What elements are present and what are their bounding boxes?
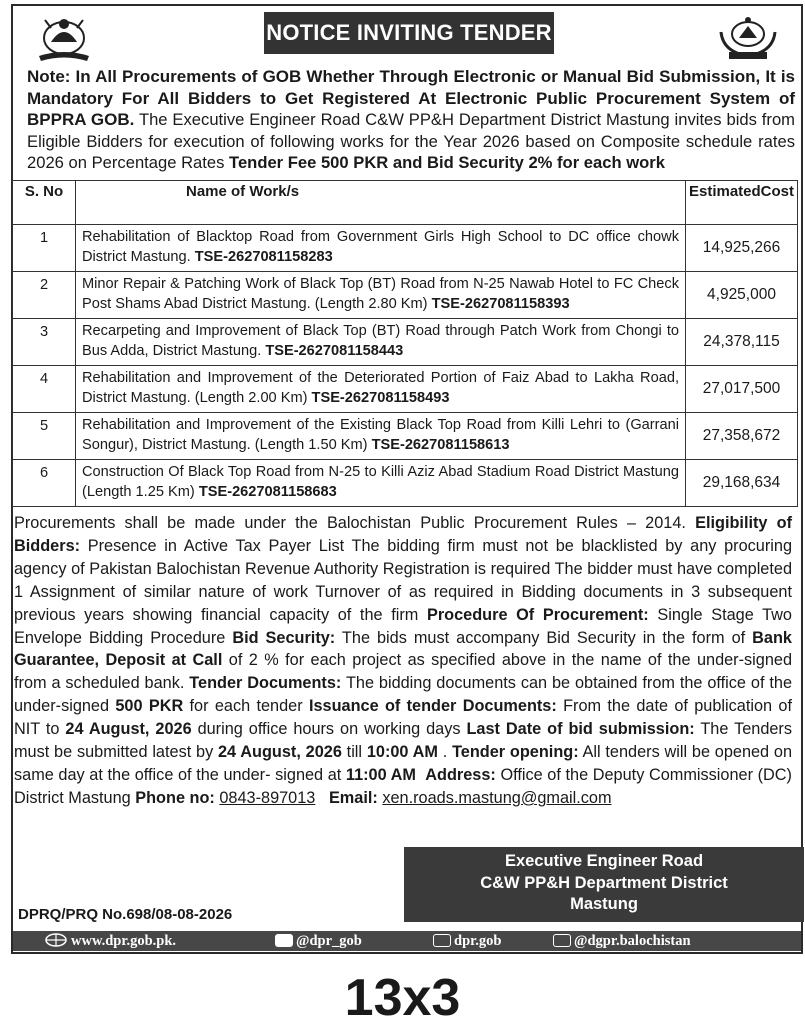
works-table <box>12 180 798 507</box>
signature-line: Executive Engineer Road <box>504 852 704 870</box>
footer-facebook[interactable]: @dgpr.balochistan <box>553 931 691 951</box>
bid-security-label: Bid Security: <box>232 628 336 647</box>
globe-icon <box>45 933 67 947</box>
phone-number[interactable]: 0843-897013 <box>219 788 316 807</box>
tse-number: TSE-2627081158393 <box>431 295 570 312</box>
row-sno: 2 <box>13 272 76 319</box>
address-label: Address: <box>425 765 496 784</box>
footer-website[interactable]: www.dpr.gob.pk. <box>45 931 176 951</box>
tender-fee-text: Tender Fee 500 PKR and Bid Security 2% for each work <box>229 153 665 172</box>
row-cost: 27,017,500 <box>686 366 798 413</box>
email-label: Email: <box>328 788 378 807</box>
reference-number: DPRQ/PRQ No.698/08-08-2026 <box>18 906 233 923</box>
row-sno: 3 <box>13 319 76 366</box>
registration-note: Note: In All Procurements of GOB Whether Through Electronic or Manual Bid Submission, It is Mandatory For All Bidders to Get Registered At Electronic Public Procurement System of BPPRA GOB. <box>27 67 795 129</box>
twitter-icon <box>275 934 293 947</box>
row-work-name: Construction Of Black Top Road from N-25 to Killi Aziz Abad Stadium Road District Mastung (Length 1.25 Km) TSE-2627081158683 <box>76 460 686 507</box>
row-work-name: Rehabilitation and Improvement of the Existing Black Top Road from Killi Lehri to (Garrani Songur), District Mastung. (Length 1.50 Km) TSE-2627081158613 <box>76 413 686 460</box>
invitation-text: The Executive Engineer Road C&W PP&H Department District Mastung invites bids from Eligible Bidders for execution of following works for the Year 2026 based on Composite schedule rates 2026 on Percentage Rates <box>27 110 795 172</box>
row-work-name: Rehabilitation of Blacktop Road from Government Girls High School to DC office chowk District Mastung. TSE-2627081158283 <box>76 225 686 272</box>
row-cost: 24,378,115 <box>686 319 798 366</box>
tender-documents-label: Tender Documents: <box>189 674 342 693</box>
issuance-label: Issuance of tender Documents: <box>308 697 557 716</box>
header-estimated-cost: EstimatedCost <box>686 181 798 225</box>
table-row <box>13 460 798 507</box>
eligibility-label: Eligibility of Bidders: <box>14 514 792 555</box>
footer-twitter[interactable]: @dpr_gob <box>275 931 362 951</box>
facebook-icon <box>553 934 571 947</box>
tender-opening-label: Tender opening: <box>452 743 579 762</box>
procedure-label: Procedure Of Procurement: <box>426 605 649 624</box>
procurement-details: Procurements shall be made under the Balochistan Public Procurement Rules – 2014. Eligibility of Bidders: Presence in Active Tax Payer List The bidding firm must not be blacklisted by any procuring agency of Pakistan Balochistan Revenue Authority Registration is required The bidder must have completed 1 Assignment of similar nature of work Turnover of as required in Bidding documents in 3 subsequent previous years showing financial capacity of the firm Procedure Of Procurement: Single Stage Two Envelope Bidding Procedure Bid Security: The bids must accompany Bid Security in the form of Bank Guarantee, Deposit at Call of 2 % for each project as specified above in the name of the under-signed from a scheduled bank. Tender Documents: The bidding documents can be obtained from the office of the under-signed 500 PKR for each tender Issuance of tender Documents: From the date of publication of NIT to 24 August, 2026 during office hours on working days Last Date of bid submission: The Tenders must be submitted latest by 24 August, 2026 till 10:00 AM . Tender opening: All tenders will be opened on same day at the office of the under- signed at 11:00 AM Address: Office of the Deputy Commissioner (DC) District Mastung Phone no: 0843-897013 Email: xen.roads.mastung@gmail.com <box>14 514 793 807</box>
tse-number: TSE-2627081158493 <box>311 389 450 406</box>
table-row <box>13 272 798 319</box>
government-crest-logo <box>713 12 783 62</box>
last-date-label: Last Date of bid submission: <box>466 720 695 739</box>
row-sno: 6 <box>13 460 76 507</box>
signature-block <box>404 847 804 922</box>
tse-number: TSE-2627081158283 <box>194 248 333 265</box>
table-header-row <box>13 181 798 225</box>
table-row <box>13 366 798 413</box>
tse-number: TSE-2627081158613 <box>371 436 510 453</box>
row-work-name: Rehabilitation and Improvement of the Deteriorated Portion of Faiz Abad to Lakha Road, District Mastung. (Length 2.00 Km) TSE-2627081158493 <box>76 366 686 413</box>
row-sno: 5 <box>13 413 76 460</box>
row-cost: 27,358,672 <box>686 413 798 460</box>
row-cost: 4,925,000 <box>686 272 798 319</box>
row-sno: 4 <box>13 366 76 413</box>
table-row <box>13 319 798 366</box>
signature-line: Mastung <box>570 895 638 913</box>
footer-instagram[interactable]: dpr.gob <box>433 931 501 951</box>
intro-paragraph <box>27 66 795 174</box>
footer-bar <box>13 931 801 951</box>
email-link[interactable]: xen.roads.mastung@gmail.com <box>382 788 612 807</box>
tse-number: TSE-2627081158443 <box>265 342 404 359</box>
row-cost: 14,925,266 <box>686 225 798 272</box>
table-row <box>13 413 798 460</box>
balochistan-emblem-logo <box>31 12 97 62</box>
row-work-name: Recarpeting and Improvement of Black Top (BT) Road through Patch Work from Chongi to Bus Adda, District Mastung. TSE-2627081158443 <box>76 319 686 366</box>
signature-line: C&W PP&H Department District <box>480 873 728 892</box>
header-sno: S. No <box>13 181 76 225</box>
tse-number: TSE-2627081158683 <box>198 483 337 500</box>
row-cost: 29,168,634 <box>686 460 798 507</box>
instagram-icon <box>433 934 451 947</box>
notice-title: NOTICE INVITING TENDER <box>264 12 554 54</box>
row-work-name: Minor Repair & Patching Work of Black Top (BT) Road from N-25 Nawab Hotel to FC Check Post Shams Abad District Mastung. (Length 2.80 Km) TSE-2627081158393 <box>76 272 686 319</box>
header-name-of-works: Name of Work/s <box>76 181 686 225</box>
ad-size-label: 13x3 <box>344 969 461 1024</box>
row-sno: 1 <box>13 225 76 272</box>
table-row <box>13 225 798 272</box>
phone-label: Phone no: <box>135 788 215 807</box>
